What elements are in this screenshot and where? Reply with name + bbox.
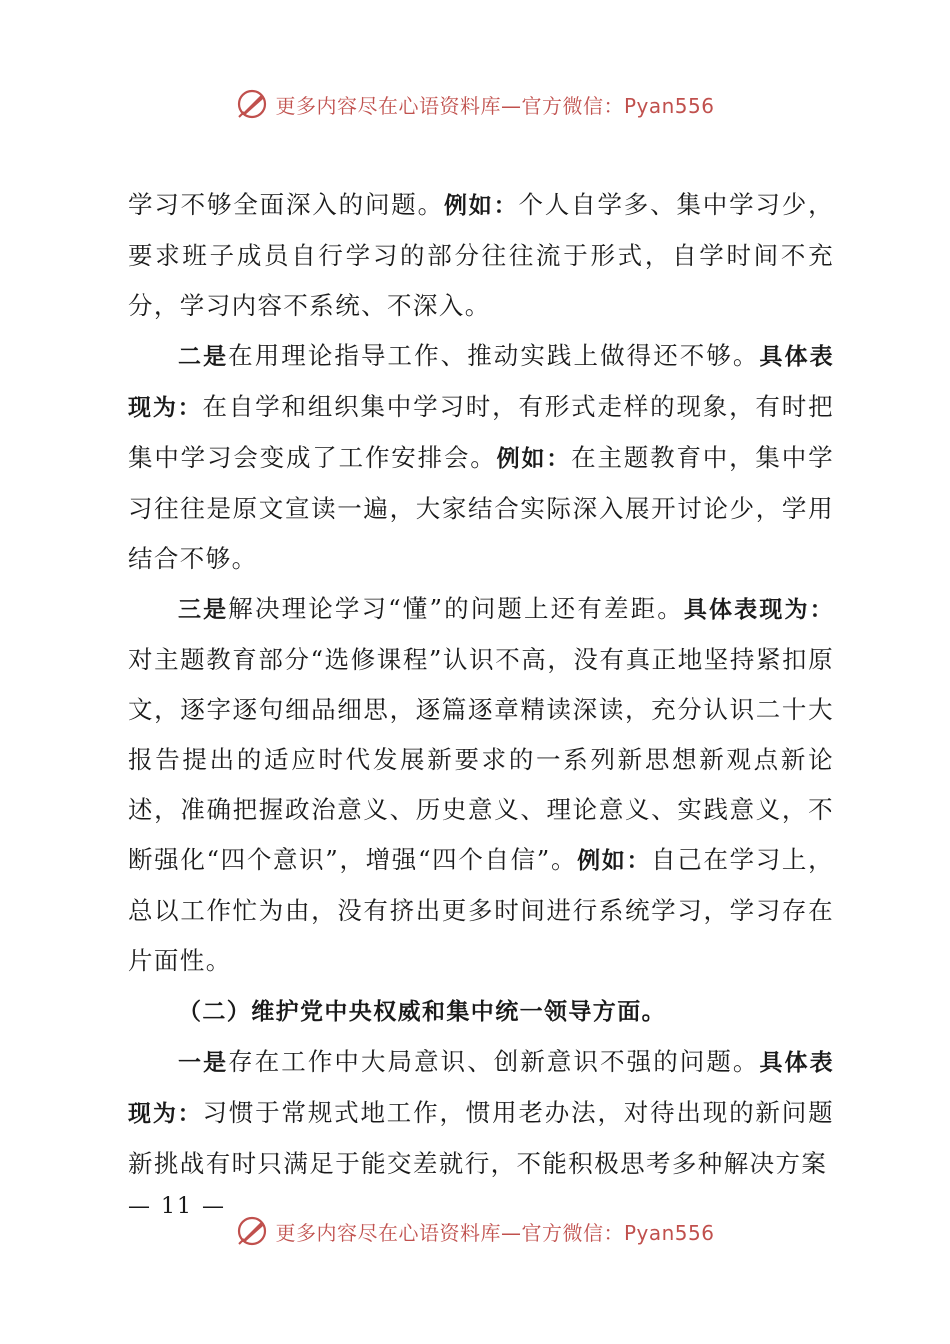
quill-logo-icon — [235, 87, 269, 121]
document-body — [128, 180, 834, 1189]
bold-text-run: 例如： — [443, 193, 519, 219]
text-run: 自己在学习上，总以工作忙为由，没有挤出更多时间进行系统学习，学习存在片面性。 — [128, 845, 834, 975]
footer-watermark — [0, 1206, 950, 1256]
bold-text-run: 例如： — [496, 446, 572, 472]
bold-text-run: 二是 — [178, 344, 229, 370]
header-watermark — [0, 79, 950, 129]
bold-text-run: 具体表现为： — [683, 597, 834, 623]
paragraph — [128, 986, 834, 1037]
paragraph — [128, 331, 834, 584]
bold-text-run: 具体表现为： — [128, 1050, 835, 1127]
text-run: 个人自学多、集中学习少，要求班子成员自行学习的部分往往流于形式，自学时间不充分，学习内容不系统、不深入。 — [128, 190, 834, 320]
bold-text-run: 具体表现为： — [128, 344, 835, 421]
text-run: 在主题教育中，集中学习往往是原文宣读一遍，大家结合实际深入展开讨论少，学用结合不够。 — [128, 443, 834, 573]
text-run: 在自学和组织集中学习时，有形式走样的现象，有时把集中学习会变成了工作安排会。 — [128, 392, 834, 472]
bold-text-run: 三是 — [178, 597, 229, 623]
text-run: 在用理论指导工作、推动实践上做得还不够。 — [228, 341, 760, 370]
paragraph — [128, 584, 834, 986]
text-run: 存在工作中大局意识、创新意识不强的问题。 — [228, 1047, 760, 1076]
text-run: 学习不够全面深入的问题。 — [128, 190, 444, 219]
watermark-text: 更多内容尽在心语资料库—官方微信：Pyan556 — [275, 1220, 715, 1245]
paragraph — [128, 180, 834, 331]
bold-text-run: 例如： — [577, 848, 652, 874]
paragraph — [128, 1037, 834, 1189]
bold-text-run: 一是 — [178, 1050, 229, 1076]
bold-text-run: （二）维护党中央权威和集中统一领导方面。 — [178, 999, 666, 1025]
page-number: — 11 — — [128, 1194, 226, 1219]
quill-logo-icon — [235, 1214, 269, 1248]
watermark-text: 更多内容尽在心语资料库—官方微信：Pyan556 — [275, 93, 715, 118]
text-run: 解决理论学习“懂”的问题上还有差距。 — [228, 594, 684, 623]
text-run: 习惯于常规式地工作，惯用老办法，对待出现的新问题新挑战有时只满足于能交差就行，不能积极思考多种解决方案 — [128, 1098, 834, 1178]
text-run: 对主题教育部分“选修课程”认识不高，没有真正地坚持紧扣原文，逐字逐句细品细思，逐篇逐章精读深读，充分认识二十大报告提出的适应时代发展新要求的一系列新思想新观点新论述，准确把握政治意义、历史意义、理论意义、实践意义，不断强化“四个意识”，增强“四个自信”。 — [128, 645, 834, 874]
